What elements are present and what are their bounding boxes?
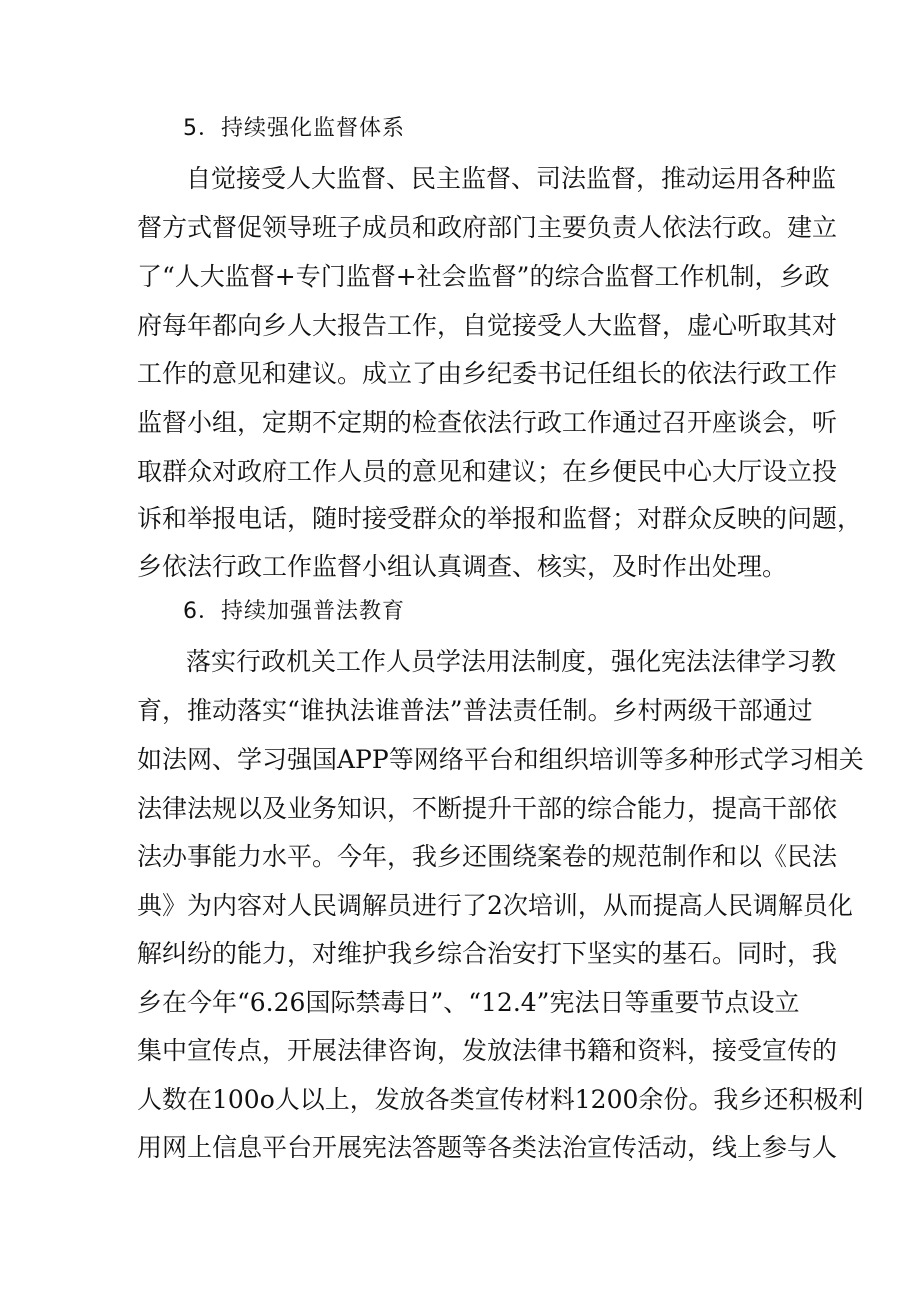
section-6-line: 落实行政机关工作人员学法用法制度，强化宪法法律学习教: [186, 647, 837, 676]
section-6-heading: 6．持续加强普法教育: [183, 599, 405, 624]
section-6-line: 集中宣传点，开展法律咨询，发放法律书籍和资料，接受宣传的: [137, 1036, 838, 1065]
section-5-line: 监督小组，定期不定期的检查依法行政工作通过召开座谈会，听: [137, 408, 838, 437]
section-6-line: 人数在100o人以上，发放各类宣传材料1200余份。我乡还积极利: [137, 1085, 864, 1114]
section-6-line: 法办事能力水平。今年，我乡还围绕案卷的规范制作和以《民法: [137, 842, 838, 871]
section-5-line: 府每年都向乡人大报告工作，自觉接受人大监督，虚心听取其对: [137, 311, 838, 340]
section-6-line: 如法网、学习强国APP等网络平台和组织培训等多种形式学习相关: [137, 745, 864, 774]
section-5-line: 取群众对政府工作人员的意见和建议；在乡便民中心大厅设立投: [137, 457, 838, 486]
section-5-line: 了“人大监督+专门监督+社会监督”的综合监督工作机制，乡政: [137, 262, 830, 291]
section-5-line: 诉和举报电话，随时接受群众的举报和监督；对群众反映的问题，: [137, 504, 863, 533]
section-5-line: 工作的意见和建议。成立了由乡纪委书记任组长的依法行政工作: [137, 359, 838, 388]
section-5-heading: 5．持续强化监督体系: [183, 116, 405, 141]
section-5-line: 自觉接受人大监督、民主监督、司法监督，推动运用各种监: [186, 164, 837, 193]
section-5-line: 乡依法行政工作监督小组认真调查、核实，及时作出处理。: [137, 552, 788, 581]
section-6-line: 用网上信息平台开展宪法答题等各类法治宣传活动，线上参与人: [137, 1133, 838, 1162]
section-6-line: 解纠纷的能力，对维护我乡综合治安打下坚实的基石。同时，我: [137, 939, 838, 968]
section-6-line: 育，推动落实“谁执法谁普法”普法责任制。乡村两级干部通过: [137, 696, 813, 725]
section-6-line: 乡在今年“6.26国际禁毒日”、“12.4”宪法日等重要节点设立: [137, 988, 800, 1017]
section-5-line: 督方式督促领导班子成员和政府部门主要负责人依法行政。建立: [137, 213, 838, 242]
section-6-line: 法律法规以及业务知识，不断提升干部的综合能力，提高干部依: [137, 794, 838, 823]
section-6-line: 典》为内容对人民调解员进行了2次培训，从而提高人民调解员化: [137, 891, 853, 920]
